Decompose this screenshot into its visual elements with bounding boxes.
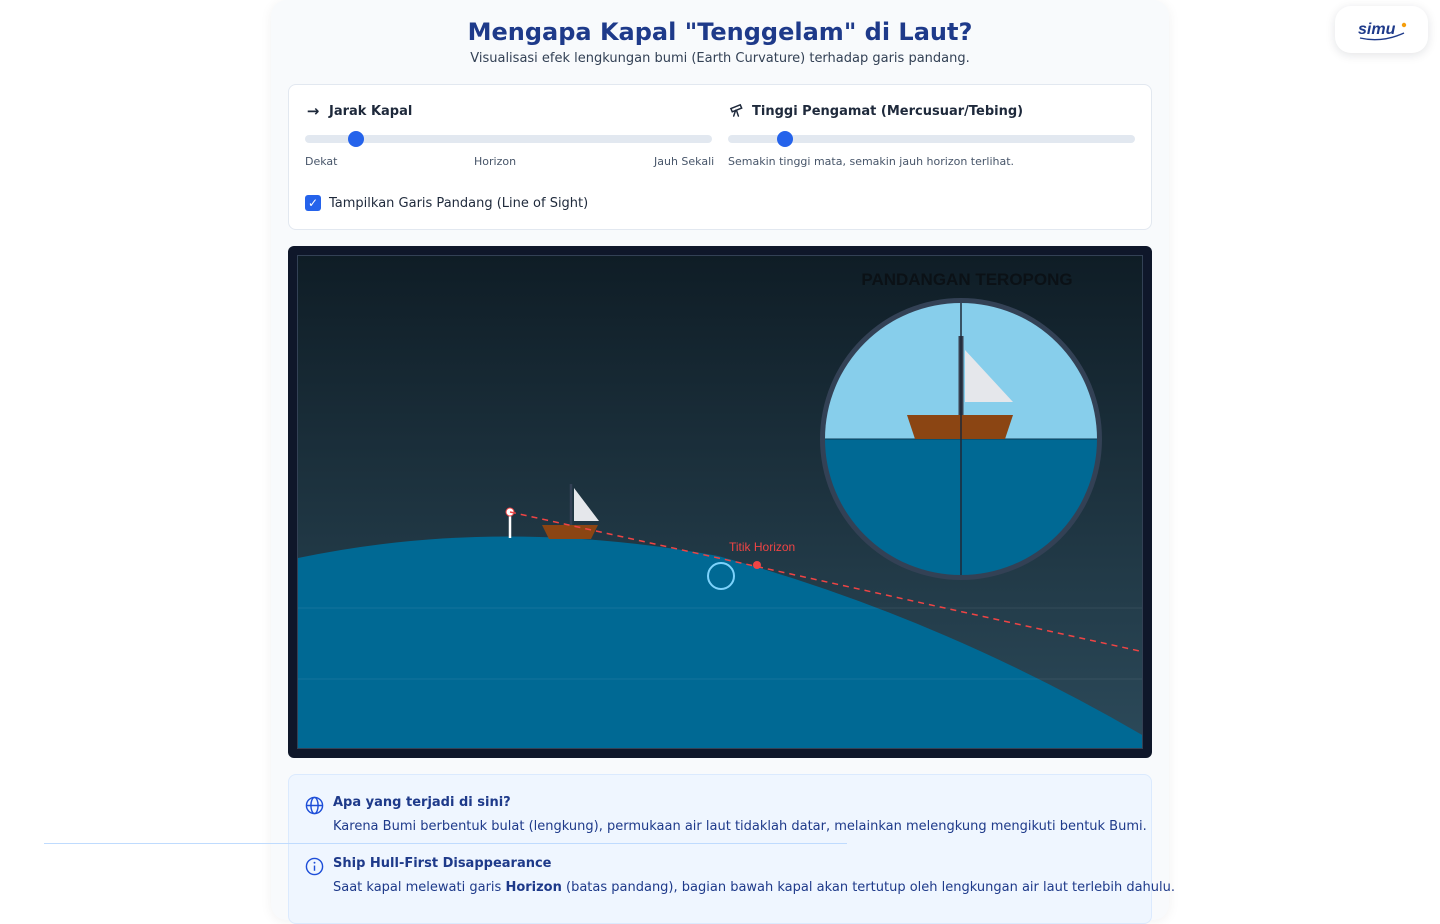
distance-tick-horizon: Horizon [474, 155, 517, 168]
info-text [333, 880, 1175, 895]
info-text-bold: Horizon [505, 880, 562, 895]
page-title: Mengapa Kapal "Tenggelam" di Laut? [467, 18, 973, 46]
distance-label-row [305, 102, 412, 120]
page-subtitle: Visualisasi efek lengkungan bumi (Earth Curvature) terhadap garis pandang. [470, 51, 970, 66]
height-hint: Semakin tinggi mata, semakin jauh horizon terlihat. [728, 155, 1015, 168]
horizon-label: Titik Horizon [729, 540, 796, 554]
height-slider-thumb[interactable] [777, 131, 793, 147]
line-of-sight-label: Tampilkan Garis Pandang (Line of Sight) [329, 195, 589, 211]
info-text: Karena Bumi berbentuk bulat (lengkung), permukaan air laut tidaklah datar, melainkan melengkung mengikuti bentuk Bumi. [333, 819, 1147, 834]
simu-logo[interactable] [1335, 6, 1428, 53]
globe-icon [305, 796, 324, 815]
simulation-svg [298, 256, 1143, 749]
scope-view [825, 303, 1097, 575]
info-text-part: (batas pandang), bagian bawah kapal akan tertutup oleh lengkungan air laut terlebih dahulu. [561, 880, 1176, 895]
distance-label: Jarak Kapal [329, 103, 413, 119]
logo-text: simu [1357, 20, 1395, 38]
height-slider[interactable] [728, 135, 1135, 143]
ship-hull [542, 525, 598, 539]
distance-slider-thumb[interactable] [348, 131, 364, 147]
info-panel [288, 774, 1176, 924]
distance-slider[interactable] [305, 135, 712, 143]
info-divider [44, 843, 847, 844]
height-label-row [728, 102, 1023, 121]
info-title: Apa yang terjadi di sini? [333, 795, 511, 810]
arrow-right-icon: → [306, 102, 320, 120]
main-card [271, 0, 1176, 920]
info-icon [305, 857, 324, 876]
horizon-point [753, 561, 761, 569]
controls-panel [288, 84, 1152, 230]
info-title: Ship Hull-First Disappearance [333, 856, 552, 871]
line-of-sight-checkbox[interactable]: ✓ [305, 195, 321, 211]
simulation-canvas[interactable] [297, 255, 1143, 749]
distance-tick-near: Dekat [305, 155, 338, 168]
scope-title: PANDANGAN TEROPONG [861, 270, 1073, 289]
telescope-icon [728, 102, 744, 121]
line-of-sight-toggle[interactable] [305, 195, 588, 211]
simu-logo-mark [1354, 17, 1410, 43]
simulation-frame [288, 246, 1152, 758]
height-label: Tinggi Pengamat (Mercusuar/Tebing) [752, 104, 1024, 119]
info-text-part: Saat kapal melewati garis [333, 880, 506, 895]
distance-tick-far: Jauh Sekali [654, 155, 715, 168]
